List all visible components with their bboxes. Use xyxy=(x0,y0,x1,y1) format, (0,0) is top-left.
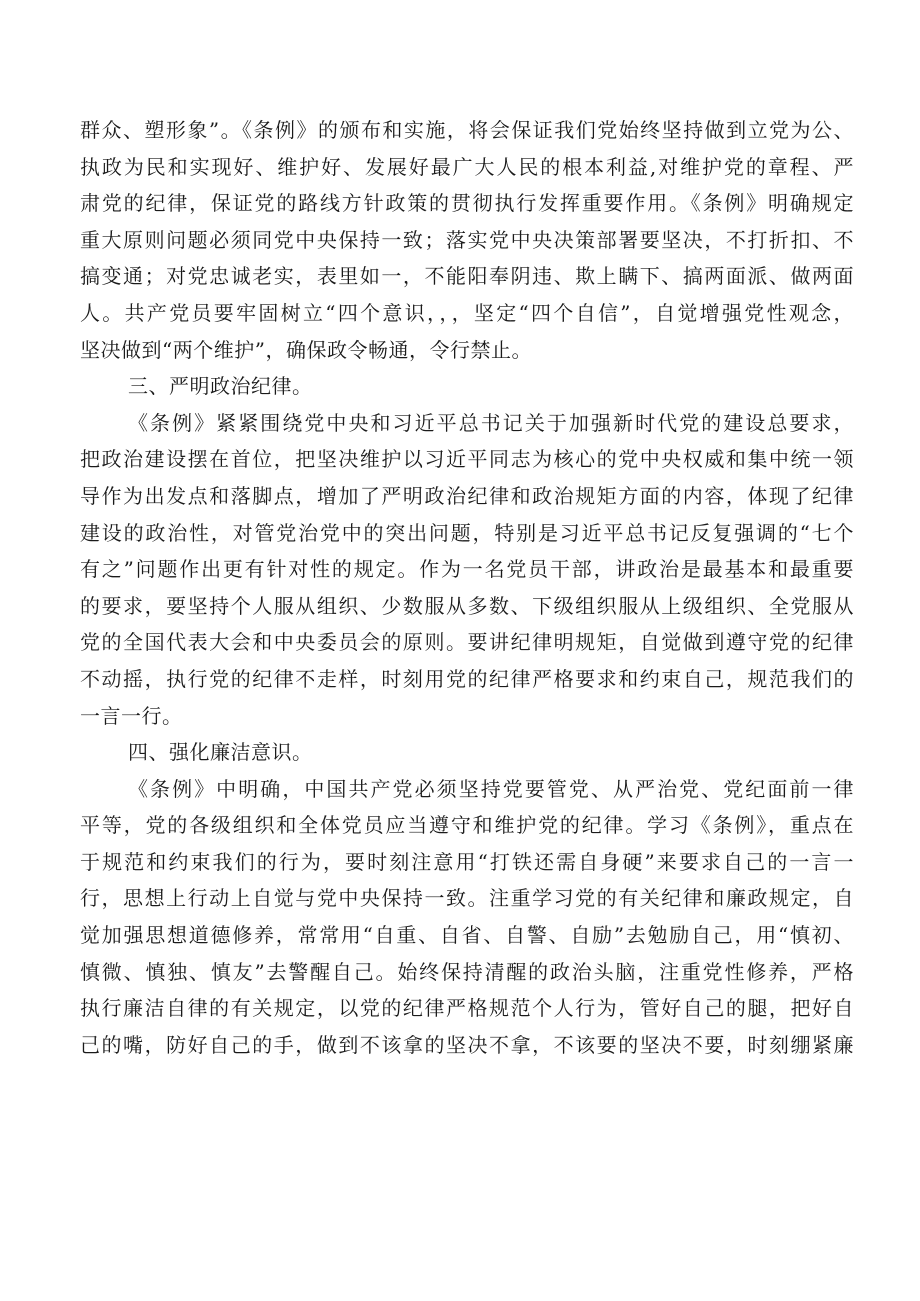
text-line: 己的嘴，防好自己的手，做到不该拿的坚决不拿，不该要的坚决不要，时刻绷紧廉 xyxy=(80,1032,854,1057)
text-line: 坚决做到“两个维护”，确保政令畅通，令行禁止。 xyxy=(80,337,532,362)
text-line: 人。共产党员要牢固树立“四个意识，，，坚定“四个自信”，自觉增强党性观念， xyxy=(80,300,854,325)
text-line: 有之”问题作出更有针对性的规定。作为一名党员干部，讲政治是最基本和最重要 xyxy=(80,557,854,582)
text-line: 执行廉洁自律的有关规定，以党的纪律严格规范个人行为，管好自己的腿，把好自 xyxy=(80,996,854,1021)
text-line: 觉加强思想道德修养，常常用“自重、自省、自警、自励”去勉励自己，用“慎初、 xyxy=(80,923,854,948)
text-line: 党的全国代表大会和中央委员会的原则。要讲纪律明规矩，自觉做到遵守党的纪律 xyxy=(80,630,854,655)
text-line: 群众、塑形象”。《条例》的颁布和实施，将会保证我们党始终坚持做到立党为公、 xyxy=(80,118,854,142)
paragraph-first-line: 《条例》中明确，中国共产党必须坚持党要管党、从严治党、党纪面前一律 xyxy=(128,776,854,801)
text-line: 执政为民和实现好、维护好、发展好最广大人民的根本利益,对维护党的章程、严 xyxy=(80,154,854,179)
text-line: 肃党的纪律，保证党的路线方针政策的贯彻执行发挥重要作用。《条例》明确规定 xyxy=(80,191,854,216)
text-line: 建设的政治性，对管党治党中的突出问题，特别是习近平总书记反复强调的“七个 xyxy=(80,520,854,545)
section-heading: 三、严明政治纪律。 xyxy=(128,374,313,399)
text-line: 不动摇，执行党的纪律不走样，时刻用党的纪律严格要求和约束自己，规范我们的 xyxy=(80,666,854,691)
text-line: 平等，党的各级组织和全体党员应当遵守和维护党的纪律。学习《条例》，重点在 xyxy=(80,813,854,838)
text-line: 慎微、慎独、慎友”去警醒自己。始终保持清醒的政治头脑，注重党性修养，严格 xyxy=(80,959,854,984)
section-heading: 四、强化廉洁意识。 xyxy=(128,740,313,765)
text-line: 把政治建设摆在首位，把坚决维护以习近平同志为核心的党中央权威和集中统一领 xyxy=(80,447,854,472)
text-line: 行，思想上行动上自觉与党中央保持一致。注重学习党的有关纪律和廉政规定，自 xyxy=(80,886,854,911)
text-line: 一言一行。 xyxy=(80,703,183,728)
paragraph-first-line: 《条例》紧紧围绕党中央和习近平总书记关于加强新时代党的建设总要求， xyxy=(128,410,854,435)
text-line: 于规范和约束我们的行为，要时刻注意用“打铁还需自身硬”来要求自己的一言一 xyxy=(80,849,854,874)
text-line: 导作为出发点和落脚点，增加了严明政治纪律和政治规矩方面的内容，体现了纪律 xyxy=(80,483,854,508)
document-body xyxy=(80,112,854,1063)
text-line: 搞变通；对党忠诚老实，表里如一，不能阳奉阴违、欺上瞒下、搞两面派、做两面 xyxy=(80,264,854,289)
text-line: 的要求，要坚持个人服从组织、少数服从多数、下级组织服从上级组织、全党服从 xyxy=(80,593,854,618)
text-line: 重大原则问题必须同党中央保持一致；落实党中央决策部署要坚决，不打折扣、不 xyxy=(80,227,854,252)
